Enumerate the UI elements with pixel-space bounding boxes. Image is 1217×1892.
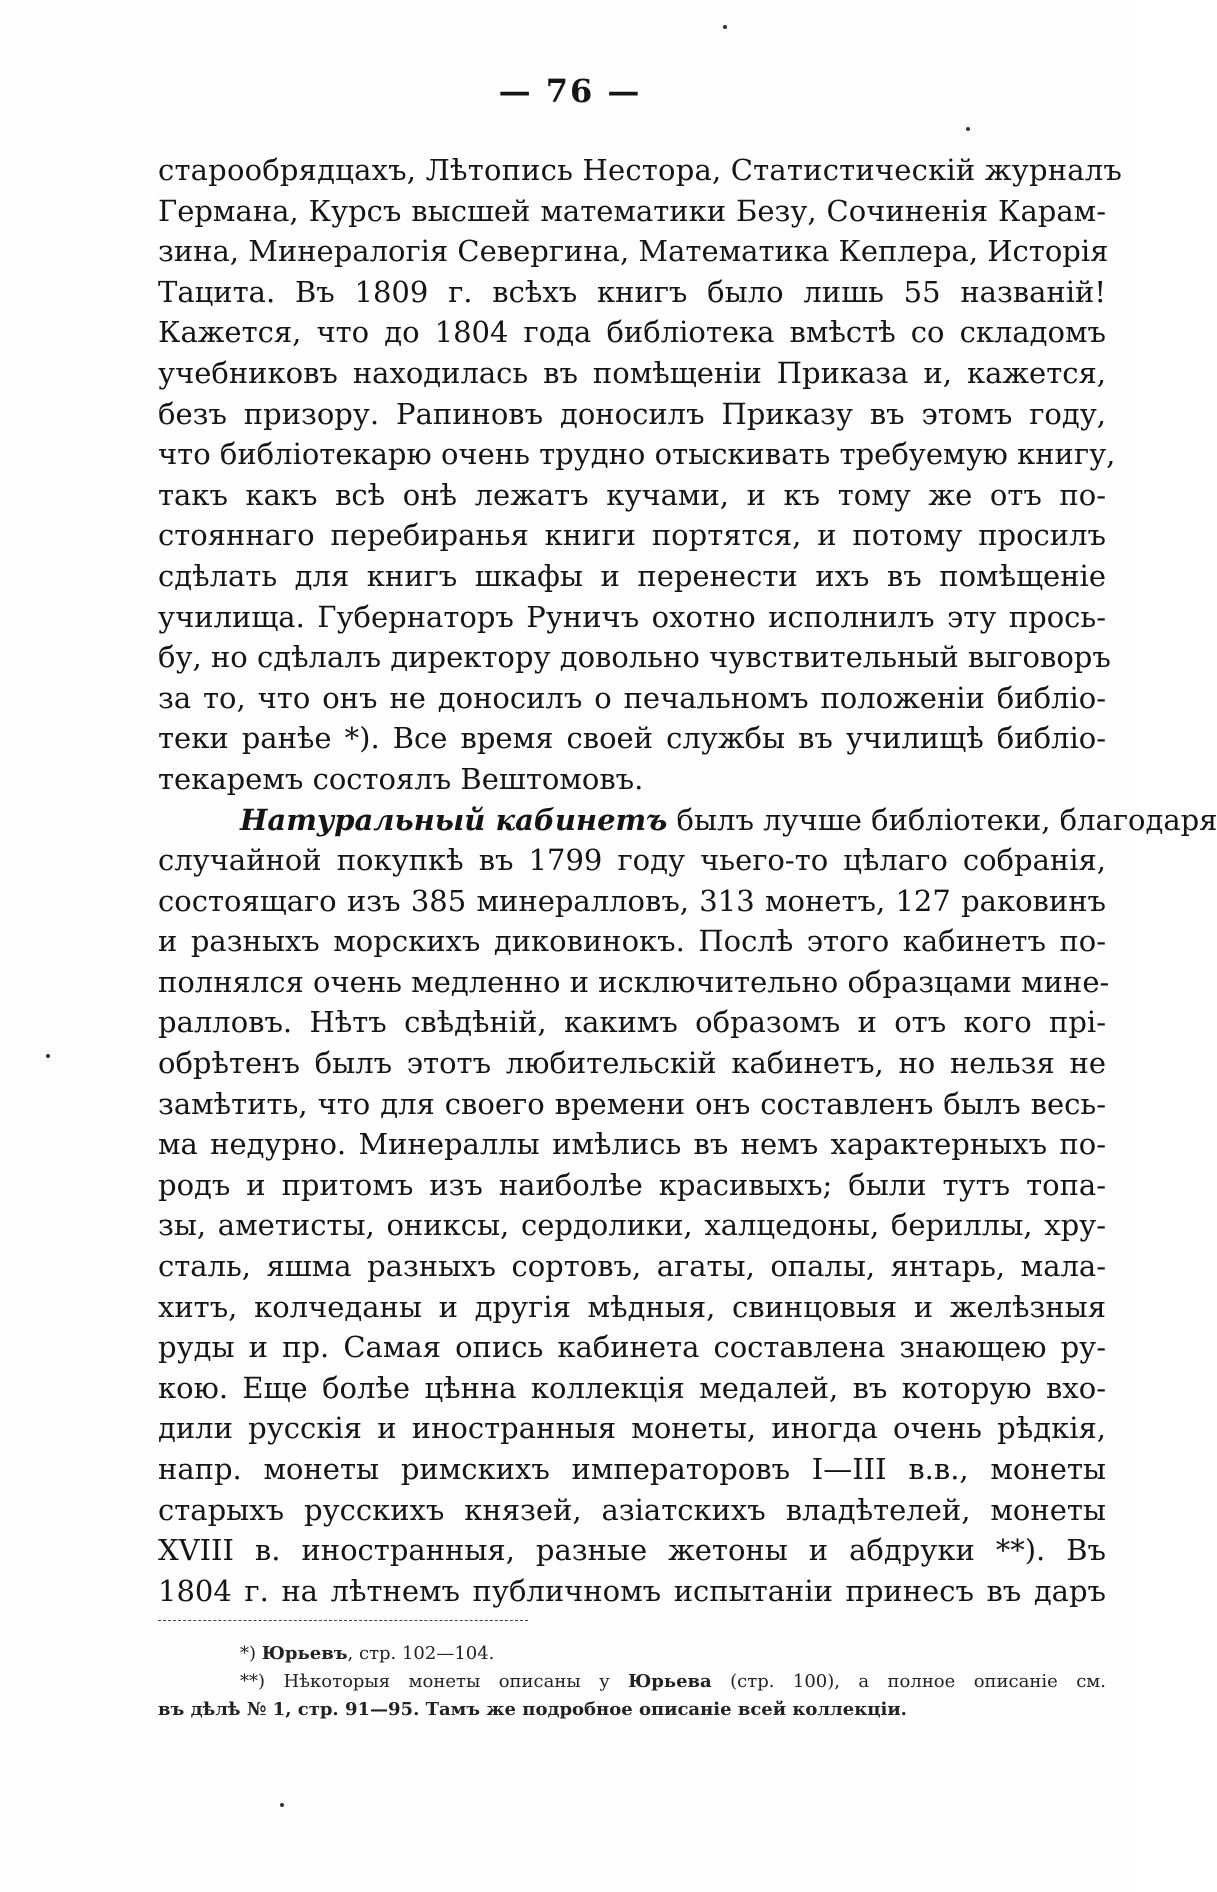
text-line: старообрядцахъ, Лѣтопись Нестора, Статистическій журналъ bbox=[158, 153, 1123, 187]
text-line: Германа, Курсъ высшей математики Безу, Сочиненія Карам- bbox=[158, 193, 1106, 228]
scan-speck bbox=[46, 1054, 50, 1058]
text-line: кою. Еще болѣе цѣнна коллекція медалей, въ которую вхо- bbox=[158, 1370, 1106, 1405]
text-line: зы, аметисты, ониксы, сердолики, халцедоны, бериллы, хру- bbox=[158, 1208, 1106, 1243]
text-line: напр. монеты римскихъ императоровъ I—III в.в., монеты bbox=[158, 1452, 1106, 1486]
text-line: учебниковъ находилась въ помѣщеніи Приказа и, кажется, bbox=[158, 355, 1106, 390]
text-line: и разныхъ морскихъ диковинокъ. Послѣ этого кабинетъ по- bbox=[158, 924, 1106, 959]
footnote-author: Юрьевъ bbox=[261, 1643, 348, 1664]
footnote-mark: **) bbox=[240, 1671, 266, 1692]
scan-speck bbox=[966, 127, 970, 131]
footnote-1 bbox=[158, 1640, 1106, 1668]
scan-speck bbox=[723, 25, 727, 29]
footnote-2-line-2: въ дѣлѣ № 1, стр. 91—95. Тамъ же подробное описаніе всей коллекціи. bbox=[158, 1699, 907, 1720]
footnotes bbox=[158, 1640, 1106, 1724]
text-line: что библіотекарю очень трудно отыскивать требуемую книгу, bbox=[158, 437, 1116, 472]
page-number: — 76 — bbox=[498, 72, 642, 110]
text-line: хитъ, колчеданы и другія мѣдныя, свинцовыя и желѣзныя bbox=[158, 1289, 1106, 1324]
text-line: Кажется, что до 1804 года библіотека вмѣстѣ со складомъ bbox=[158, 315, 1106, 350]
footnote-text: , стр. 102—104. bbox=[347, 1643, 495, 1664]
body-text bbox=[158, 150, 1217, 1611]
text-line: зина, Минералогія Севергина, Математика Кеплера, Исторія bbox=[158, 234, 1109, 269]
footnote-divider bbox=[158, 1620, 528, 1621]
text-line: текаремъ состоялъ Вештомовъ. bbox=[158, 761, 644, 796]
text-line: родъ и притомъ изъ наиболѣе красивыхъ; были тутъ топа- bbox=[158, 1167, 1106, 1202]
text-line: XVIII в. иностранныя, разные жетоны и абдруки **). Въ bbox=[158, 1533, 1106, 1568]
text-line: полнялся очень медленно и исключительно образцами мине- bbox=[158, 964, 1110, 999]
text-line: Тацита. Въ 1809 г. всѣхъ книгъ было лишь 55 названій! bbox=[158, 274, 1106, 309]
paragraph-start-line bbox=[158, 800, 1217, 841]
footnote-2-line-1 bbox=[158, 1668, 1106, 1696]
footnote-mark: *) bbox=[240, 1643, 257, 1664]
text-line: старыхъ русскихъ князей, азіатскихъ владѣтелей, монеты bbox=[158, 1492, 1106, 1527]
text-line: 1804 г. на лѣтнемъ публичномъ испытаніи принесъ въ даръ bbox=[158, 1573, 1106, 1608]
footnote-text: Нѣкоторыя монеты описаны у bbox=[283, 1671, 629, 1692]
scan-speck bbox=[280, 1803, 284, 1807]
text-line: случайной покупкѣ въ 1799 году чьего-то цѣлаго собранія, bbox=[158, 843, 1106, 878]
text-line: безъ призору. Рапиновъ доносилъ Приказу въ этомъ году, bbox=[158, 396, 1106, 431]
text-line: замѣтить, что для своего времени онъ составленъ былъ весь- bbox=[158, 1086, 1106, 1121]
text-line: училища. Губернаторъ Руничъ охотно исполнилъ эту прось- bbox=[158, 599, 1106, 634]
text-fragment: былъ лучше библіотеки, благодаря bbox=[667, 802, 1217, 837]
text-line: бу, но сдѣлалъ директору довольно чувствительный выговоръ bbox=[158, 640, 1111, 675]
footnote-author: Юрьева bbox=[628, 1671, 712, 1692]
text-line: сдѣлать для книгъ шкафы и перенести ихъ въ помѣщеніе bbox=[158, 558, 1106, 593]
text-line: состоящаго изъ 385 минералловъ, 313 монетъ, 127 раковинъ bbox=[158, 883, 1106, 918]
text-line: ралловъ. Нѣтъ свѣдѣній, какимъ образомъ и отъ кого прі- bbox=[158, 1005, 1106, 1040]
text-line: ма недурно. Минераллы имѣлись въ немъ характерныхъ по- bbox=[158, 1127, 1106, 1162]
footnote-text: (стр. 100), а полное описаніе см. bbox=[711, 1671, 1106, 1692]
text-line: стояннаго перебиранья книги портятся, и потому просилъ bbox=[158, 518, 1106, 553]
text-line: руды и пр. Самая опись кабинета составлена знающею ру- bbox=[158, 1330, 1106, 1365]
text-line: за то, что онъ не доносилъ о печальномъ положеніи библіо- bbox=[158, 680, 1106, 715]
text-line: дили русскія и иностранныя монеты, иногда очень рѣдкія, bbox=[158, 1411, 1106, 1446]
text-line: такъ какъ всѣ онѣ лежатъ кучами, и къ тому же отъ по- bbox=[158, 477, 1106, 512]
section-lead: Натуральный кабинетъ bbox=[240, 802, 668, 837]
text-line: сталь, яшма разныхъ сортовъ, агаты, опалы, янтарь, мала- bbox=[158, 1249, 1106, 1284]
text-line: теки ранѣе *). Все время своей службы въ училищѣ библіо- bbox=[158, 721, 1106, 756]
text-line: обрѣтенъ былъ этотъ любительскій кабинетъ, но нельзя не bbox=[158, 1046, 1106, 1081]
